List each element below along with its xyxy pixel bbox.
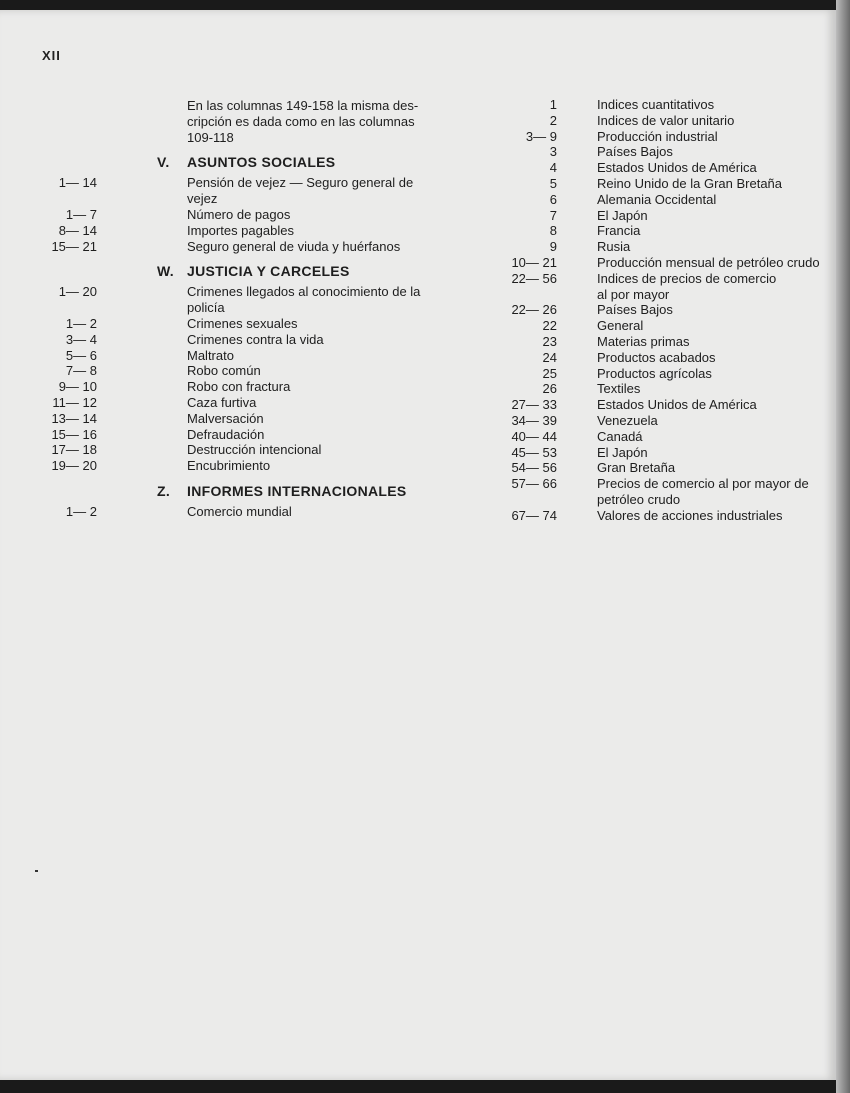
column-range: 10— 21 — [511, 254, 557, 270]
column-range: 57— 66 — [511, 476, 557, 492]
index-entry — [490, 492, 836, 508]
index-entry — [490, 445, 836, 461]
index-entry — [40, 458, 460, 474]
entry-text: al por mayor — [597, 286, 670, 302]
entry-text: Valores de acciones industriales — [597, 507, 783, 523]
column-range: 1— 20 — [58, 284, 97, 300]
column-range: 54— 56 — [511, 460, 557, 476]
entry-text: Comercio mundial — [187, 503, 292, 519]
index-entry — [490, 223, 836, 239]
index-entry — [40, 316, 460, 332]
section-title: JUSTICIA Y CARCELES — [187, 263, 350, 280]
column-range: 1— 2 — [65, 315, 97, 331]
entry-text: Estados Unidos de América — [597, 160, 757, 176]
entry-text: Crimenes contra la vida — [187, 331, 324, 347]
column-range: 8 — [549, 223, 557, 239]
column-range: 8— 14 — [58, 222, 97, 238]
index-entry — [40, 442, 460, 458]
index-entry — [490, 176, 836, 192]
index-entry — [490, 429, 836, 445]
entry-text: Canadá — [597, 428, 643, 444]
index-entry — [490, 271, 836, 287]
entry-text: Gran Bretaña — [597, 460, 676, 476]
section-title: INFORMES INTERNACIONALES — [187, 482, 407, 499]
index-entry — [490, 97, 836, 113]
section-letter: V. — [157, 154, 170, 171]
entry-text: Malversación — [187, 410, 264, 426]
column-range: 22— 56 — [511, 270, 557, 286]
entry-text: Países Bajos — [597, 302, 673, 318]
column-range: 2 — [549, 112, 557, 128]
index-entry — [40, 427, 460, 443]
index-entry — [490, 302, 836, 318]
index-entry — [40, 207, 460, 223]
index-entry — [40, 239, 460, 255]
index-entry — [40, 395, 460, 411]
column-range: 26 — [542, 381, 557, 397]
index-entry — [490, 366, 836, 382]
column-range: 5— 6 — [65, 347, 97, 363]
column-range: 27— 33 — [511, 397, 557, 413]
index-entry — [40, 348, 460, 364]
column-range: 24 — [542, 349, 557, 365]
page-number: XII — [42, 48, 61, 63]
entry-text: Robo común — [187, 363, 261, 379]
index-entry — [490, 334, 836, 350]
entry-text: Número de pagos — [187, 206, 291, 222]
column-range: 9 — [549, 239, 557, 255]
index-entry — [40, 379, 460, 395]
entry-text: Indices de valor unitario — [597, 112, 735, 128]
entry-text: Productos agrícolas — [597, 365, 712, 381]
entry-text: Destrucción intencional — [187, 442, 322, 458]
entry-text: Indices cuantitativos — [597, 97, 715, 112]
column-range: 3 — [549, 144, 557, 160]
entry-text: Robo con fractura — [187, 379, 291, 395]
entry-text: En las columnas 149-158 la misma des- — [187, 98, 419, 113]
index-entry — [40, 411, 460, 427]
entry-text: Productos acabados — [597, 349, 716, 365]
section-title: ASUNTOS SOCIALES — [187, 154, 336, 171]
index-entry — [490, 413, 836, 429]
index-entry — [490, 144, 836, 160]
entry-text: Precios de comercio al por mayor de — [597, 476, 809, 492]
column-range: 15— 16 — [51, 426, 97, 442]
entry-text: Encubrimiento — [187, 458, 271, 474]
entry-text: Rusia — [597, 239, 631, 255]
section-heading — [40, 479, 460, 503]
column-range: 19— 20 — [51, 458, 97, 474]
column-range: 3— 4 — [65, 331, 97, 347]
column-range: 22 — [542, 318, 557, 334]
column-range: 6 — [549, 191, 557, 207]
index-entry — [490, 318, 836, 334]
index-entry — [490, 287, 836, 303]
column-range: 40— 44 — [511, 428, 557, 444]
column-range: 17— 18 — [51, 442, 97, 458]
index-entry — [490, 255, 836, 271]
column-range: 1— 7 — [65, 206, 97, 222]
column-range: 1— 2 — [65, 503, 97, 519]
entry-text: Importes pagables — [187, 222, 294, 238]
index-entry — [40, 332, 460, 348]
index-entry — [490, 381, 836, 397]
index-entry — [490, 460, 836, 476]
index-entry — [490, 113, 836, 129]
entry-text: Venezuela — [597, 412, 658, 428]
entry-text: Crimenes llegados al conocimiento de la — [187, 284, 421, 300]
index-entry — [490, 350, 836, 366]
column-range: 34— 39 — [511, 412, 557, 428]
section-heading — [40, 259, 460, 283]
left-column — [40, 98, 460, 520]
right-column — [490, 97, 836, 524]
section-heading — [40, 150, 460, 174]
index-entry — [40, 300, 460, 316]
entry-text: Textiles — [597, 381, 641, 397]
entry-text: Crimenes sexuales — [187, 315, 298, 331]
index-entry — [490, 397, 836, 413]
column-range: 3— 9 — [525, 128, 557, 144]
column-range: 1 — [549, 97, 557, 112]
column-range: 23 — [542, 333, 557, 349]
column-range: 4 — [549, 160, 557, 176]
index-entry — [490, 508, 836, 524]
column-range: 25 — [542, 365, 557, 381]
entry-text: Reino Unido de la Gran Bretaña — [597, 175, 783, 191]
page-edge — [836, 0, 850, 1093]
speck — [35, 870, 38, 872]
column-range: 15— 21 — [51, 238, 97, 254]
entry-text: 109-118 — [187, 129, 234, 145]
column-range: 1— 14 — [58, 175, 97, 191]
column-range: 11— 12 — [52, 394, 97, 410]
index-entry — [490, 192, 836, 208]
index-entry — [40, 114, 460, 130]
column-range: 67— 74 — [511, 507, 557, 523]
entry-text: El Japón — [597, 207, 648, 223]
entry-text: Maltrato — [187, 347, 234, 363]
column-range: 22— 26 — [511, 302, 557, 318]
index-entry — [490, 160, 836, 176]
index-entry — [490, 208, 836, 224]
entry-text: Caza furtiva — [187, 394, 257, 410]
entry-text: petróleo crudo — [597, 491, 681, 507]
entry-text: Pensión de vejez — Seguro general de — [187, 175, 414, 191]
index-entry — [490, 476, 836, 492]
index-entry — [40, 504, 460, 520]
entry-text: Alemania Occidental — [597, 191, 717, 207]
column-range: 13— 14 — [51, 410, 97, 426]
entry-text: cripción es dada como en las columnas — [187, 113, 415, 129]
entry-text: El Japón — [597, 444, 648, 460]
index-entry — [40, 98, 460, 114]
index-entry — [40, 363, 460, 379]
index-entry — [40, 175, 460, 191]
entry-text: policía — [187, 300, 225, 316]
column-range: 5 — [549, 175, 557, 191]
index-entry — [490, 129, 836, 145]
column-range: 7— 8 — [65, 363, 97, 379]
entry-text: Seguro general de viuda y huérfanos — [187, 238, 401, 254]
index-entry — [40, 130, 460, 146]
document-page — [0, 10, 836, 1080]
entry-text: Estados Unidos de América — [597, 397, 757, 413]
entry-text: Producción mensual de petróleo crudo — [597, 254, 820, 270]
entry-text: Producción industrial — [597, 128, 718, 144]
entry-text: Defraudación — [187, 426, 265, 442]
section-letter: Z. — [157, 482, 171, 499]
column-range: 9— 10 — [58, 379, 97, 395]
entry-text: Países Bajos — [597, 144, 673, 160]
index-entry — [490, 239, 836, 255]
entry-text: vejez — [187, 191, 218, 207]
entry-text: General — [597, 318, 644, 334]
entry-text: Materias primas — [597, 333, 690, 349]
index-entry — [40, 191, 460, 207]
column-range: 7 — [549, 207, 557, 223]
section-letter: W. — [157, 263, 174, 280]
index-entry — [40, 284, 460, 300]
entry-text: Indices de precios de comercio — [597, 270, 777, 286]
entry-text: Francia — [597, 223, 641, 239]
column-range: 45— 53 — [511, 444, 557, 460]
index-entry — [40, 223, 460, 239]
